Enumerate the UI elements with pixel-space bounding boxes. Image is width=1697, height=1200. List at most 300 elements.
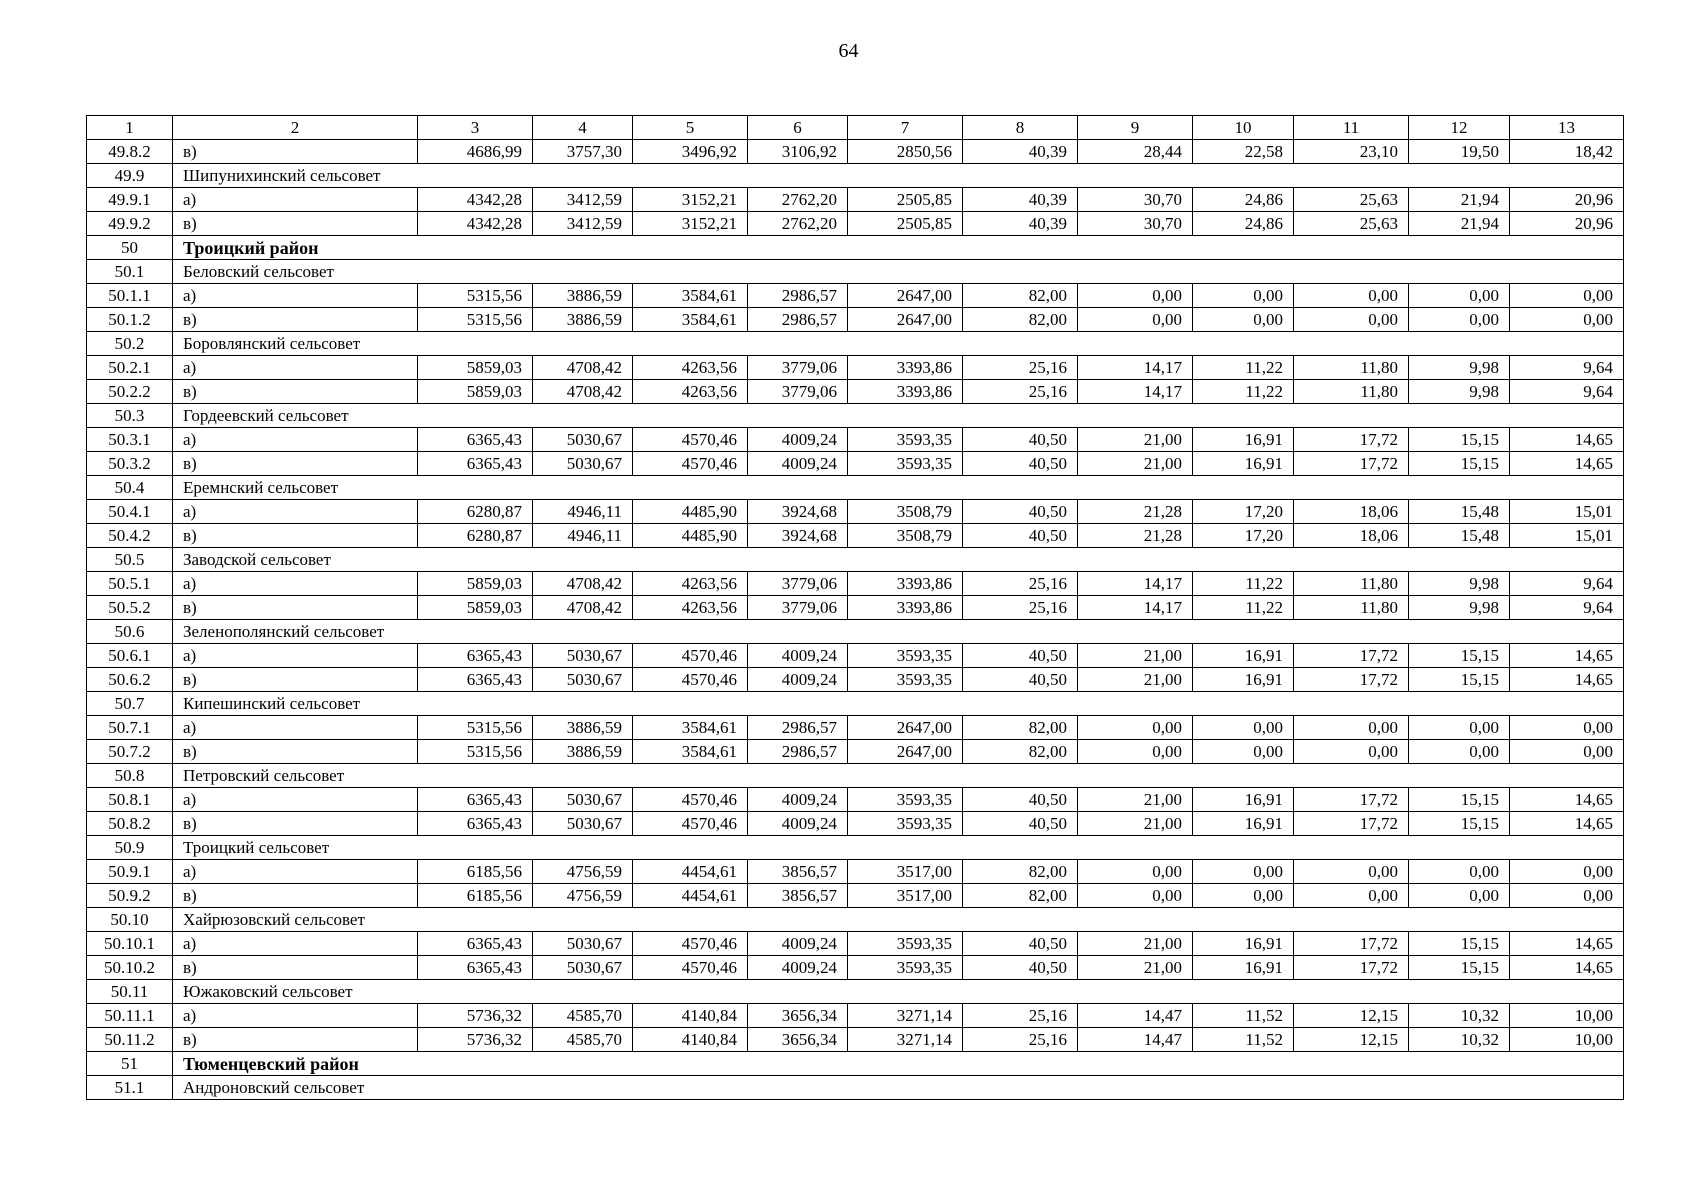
row-label: а) bbox=[173, 716, 418, 740]
value-cell-col-10: 11,22 bbox=[1193, 596, 1294, 620]
column-header-9: 9 bbox=[1078, 116, 1193, 140]
value-cell-col-3: 6365,43 bbox=[418, 956, 533, 980]
value-cell-col-7: 2647,00 bbox=[848, 284, 963, 308]
row-code: 50.10 bbox=[87, 908, 173, 932]
value-cell-col-8: 82,00 bbox=[963, 884, 1078, 908]
section-row bbox=[87, 836, 1624, 860]
value-cell-col-7: 3508,79 bbox=[848, 524, 963, 548]
row-code: 50.1.2 bbox=[87, 308, 173, 332]
value-cell-col-13: 9,64 bbox=[1510, 596, 1624, 620]
value-cell-col-12: 15,15 bbox=[1409, 812, 1510, 836]
value-cell-col-5: 3584,61 bbox=[633, 308, 748, 332]
section-row bbox=[87, 332, 1624, 356]
table-row bbox=[87, 596, 1624, 620]
row-label: в) bbox=[173, 452, 418, 476]
value-cell-col-3: 5736,32 bbox=[418, 1004, 533, 1028]
council-name: Троицкий сельсовет bbox=[173, 836, 1624, 860]
row-code: 49.9.1 bbox=[87, 188, 173, 212]
value-cell-col-3: 6365,43 bbox=[418, 428, 533, 452]
section-row bbox=[87, 980, 1624, 1004]
value-cell-col-9: 30,70 bbox=[1078, 212, 1193, 236]
value-cell-col-6: 3856,57 bbox=[748, 884, 848, 908]
value-cell-col-12: 15,15 bbox=[1409, 932, 1510, 956]
value-cell-col-13: 14,65 bbox=[1510, 668, 1624, 692]
row-code: 50.9.2 bbox=[87, 884, 173, 908]
value-cell-col-3: 5315,56 bbox=[418, 740, 533, 764]
value-cell-col-3: 6280,87 bbox=[418, 500, 533, 524]
table-row bbox=[87, 428, 1624, 452]
column-header-5: 5 bbox=[633, 116, 748, 140]
value-cell-col-8: 25,16 bbox=[963, 572, 1078, 596]
row-code: 50.9.1 bbox=[87, 860, 173, 884]
value-cell-col-4: 3757,30 bbox=[533, 140, 633, 164]
value-cell-col-6: 2762,20 bbox=[748, 188, 848, 212]
table-row bbox=[87, 788, 1624, 812]
column-header-6: 6 bbox=[748, 116, 848, 140]
value-cell-col-13: 15,01 bbox=[1510, 524, 1624, 548]
row-label: в) bbox=[173, 212, 418, 236]
value-cell-col-8: 40,39 bbox=[963, 140, 1078, 164]
table-row bbox=[87, 932, 1624, 956]
page-number: 64 bbox=[838, 40, 859, 62]
value-cell-col-11: 17,72 bbox=[1294, 812, 1409, 836]
row-code: 50.5.2 bbox=[87, 596, 173, 620]
value-cell-col-11: 17,72 bbox=[1294, 932, 1409, 956]
district-row bbox=[87, 236, 1624, 260]
value-cell-col-8: 40,39 bbox=[963, 188, 1078, 212]
value-cell-col-12: 9,98 bbox=[1409, 356, 1510, 380]
value-cell-col-11: 0,00 bbox=[1294, 740, 1409, 764]
value-cell-col-10: 11,22 bbox=[1193, 572, 1294, 596]
value-cell-col-12: 0,00 bbox=[1409, 884, 1510, 908]
value-cell-col-11: 11,80 bbox=[1294, 572, 1409, 596]
section-row bbox=[87, 692, 1624, 716]
row-label: а) bbox=[173, 500, 418, 524]
value-cell-col-11: 18,06 bbox=[1294, 524, 1409, 548]
value-cell-col-8: 25,16 bbox=[963, 1004, 1078, 1028]
value-cell-col-5: 3584,61 bbox=[633, 716, 748, 740]
section-row bbox=[87, 404, 1624, 428]
row-label: а) bbox=[173, 644, 418, 668]
value-cell-col-10: 11,52 bbox=[1193, 1028, 1294, 1052]
value-cell-col-10: 0,00 bbox=[1193, 716, 1294, 740]
value-cell-col-5: 4140,84 bbox=[633, 1004, 748, 1028]
value-cell-col-8: 40,50 bbox=[963, 500, 1078, 524]
row-code: 50.8.2 bbox=[87, 812, 173, 836]
value-cell-col-8: 82,00 bbox=[963, 284, 1078, 308]
value-cell-col-5: 4570,46 bbox=[633, 452, 748, 476]
row-code: 50.9 bbox=[87, 836, 173, 860]
value-cell-col-10: 17,20 bbox=[1193, 524, 1294, 548]
row-code: 50.2.1 bbox=[87, 356, 173, 380]
value-cell-col-4: 3886,59 bbox=[533, 740, 633, 764]
value-cell-col-8: 40,50 bbox=[963, 668, 1078, 692]
value-cell-col-12: 0,00 bbox=[1409, 860, 1510, 884]
value-cell-col-11: 12,15 bbox=[1294, 1004, 1409, 1028]
table-row bbox=[87, 500, 1624, 524]
value-cell-col-5: 4570,46 bbox=[633, 812, 748, 836]
table-row bbox=[87, 140, 1624, 164]
row-code: 50.4.2 bbox=[87, 524, 173, 548]
row-label: в) bbox=[173, 524, 418, 548]
value-cell-col-8: 82,00 bbox=[963, 716, 1078, 740]
value-cell-col-6: 2986,57 bbox=[748, 284, 848, 308]
value-cell-col-10: 0,00 bbox=[1193, 284, 1294, 308]
tariff-table bbox=[86, 115, 1624, 1100]
value-cell-col-9: 21,00 bbox=[1078, 428, 1193, 452]
value-cell-col-6: 2986,57 bbox=[748, 740, 848, 764]
value-cell-col-4: 4708,42 bbox=[533, 380, 633, 404]
value-cell-col-11: 11,80 bbox=[1294, 596, 1409, 620]
value-cell-col-13: 14,65 bbox=[1510, 788, 1624, 812]
value-cell-col-13: 10,00 bbox=[1510, 1004, 1624, 1028]
value-cell-col-8: 40,50 bbox=[963, 452, 1078, 476]
value-cell-col-9: 21,28 bbox=[1078, 500, 1193, 524]
value-cell-col-5: 4570,46 bbox=[633, 428, 748, 452]
row-code: 50.3.2 bbox=[87, 452, 173, 476]
value-cell-col-12: 0,00 bbox=[1409, 284, 1510, 308]
section-row bbox=[87, 764, 1624, 788]
row-code: 50.8.1 bbox=[87, 788, 173, 812]
value-cell-col-3: 4686,99 bbox=[418, 140, 533, 164]
council-name: Петровский сельсовет bbox=[173, 764, 1624, 788]
value-cell-col-12: 15,15 bbox=[1409, 668, 1510, 692]
value-cell-col-5: 4263,56 bbox=[633, 572, 748, 596]
column-header-1: 1 bbox=[87, 116, 173, 140]
value-cell-col-12: 0,00 bbox=[1409, 308, 1510, 332]
row-code: 50.8 bbox=[87, 764, 173, 788]
value-cell-col-10: 0,00 bbox=[1193, 308, 1294, 332]
value-cell-col-12: 15,15 bbox=[1409, 452, 1510, 476]
value-cell-col-9: 14,47 bbox=[1078, 1004, 1193, 1028]
value-cell-col-13: 9,64 bbox=[1510, 572, 1624, 596]
value-cell-col-12: 9,98 bbox=[1409, 380, 1510, 404]
value-cell-col-3: 6365,43 bbox=[418, 644, 533, 668]
value-cell-col-12: 9,98 bbox=[1409, 596, 1510, 620]
row-code: 49.9 bbox=[87, 164, 173, 188]
value-cell-col-11: 23,10 bbox=[1294, 140, 1409, 164]
value-cell-col-7: 3517,00 bbox=[848, 884, 963, 908]
value-cell-col-13: 0,00 bbox=[1510, 308, 1624, 332]
value-cell-col-4: 5030,67 bbox=[533, 644, 633, 668]
value-cell-col-7: 3593,35 bbox=[848, 788, 963, 812]
value-cell-col-8: 25,16 bbox=[963, 356, 1078, 380]
value-cell-col-5: 3584,61 bbox=[633, 740, 748, 764]
value-cell-col-9: 14,47 bbox=[1078, 1028, 1193, 1052]
value-cell-col-12: 10,32 bbox=[1409, 1004, 1510, 1028]
row-code: 50.5.1 bbox=[87, 572, 173, 596]
value-cell-col-10: 24,86 bbox=[1193, 212, 1294, 236]
value-cell-col-11: 11,80 bbox=[1294, 356, 1409, 380]
value-cell-col-10: 11,52 bbox=[1193, 1004, 1294, 1028]
value-cell-col-5: 3152,21 bbox=[633, 188, 748, 212]
row-code: 50.6 bbox=[87, 620, 173, 644]
value-cell-col-9: 21,00 bbox=[1078, 668, 1193, 692]
value-cell-col-4: 3886,59 bbox=[533, 284, 633, 308]
column-header-8: 8 bbox=[963, 116, 1078, 140]
value-cell-col-9: 0,00 bbox=[1078, 284, 1193, 308]
district-name: Троицкий район bbox=[173, 236, 1624, 260]
value-cell-col-6: 4009,24 bbox=[748, 956, 848, 980]
value-cell-col-6: 4009,24 bbox=[748, 788, 848, 812]
value-cell-col-12: 15,48 bbox=[1409, 500, 1510, 524]
section-row bbox=[87, 260, 1624, 284]
table-row bbox=[87, 308, 1624, 332]
row-label: в) bbox=[173, 380, 418, 404]
value-cell-col-8: 40,50 bbox=[963, 788, 1078, 812]
value-cell-col-7: 2647,00 bbox=[848, 308, 963, 332]
value-cell-col-10: 11,22 bbox=[1193, 356, 1294, 380]
value-cell-col-9: 21,00 bbox=[1078, 932, 1193, 956]
value-cell-col-9: 0,00 bbox=[1078, 716, 1193, 740]
value-cell-col-12: 10,32 bbox=[1409, 1028, 1510, 1052]
value-cell-col-12: 19,50 bbox=[1409, 140, 1510, 164]
value-cell-col-12: 15,15 bbox=[1409, 644, 1510, 668]
value-cell-col-6: 4009,24 bbox=[748, 668, 848, 692]
value-cell-col-7: 2647,00 bbox=[848, 716, 963, 740]
row-code: 50.7.2 bbox=[87, 740, 173, 764]
council-name: Боровлянский сельсовет bbox=[173, 332, 1624, 356]
value-cell-col-13: 20,96 bbox=[1510, 212, 1624, 236]
value-cell-col-12: 15,15 bbox=[1409, 956, 1510, 980]
value-cell-col-5: 4570,46 bbox=[633, 668, 748, 692]
value-cell-col-5: 4454,61 bbox=[633, 860, 748, 884]
value-cell-col-13: 14,65 bbox=[1510, 428, 1624, 452]
row-code: 50.7 bbox=[87, 692, 173, 716]
value-cell-col-6: 3924,68 bbox=[748, 500, 848, 524]
value-cell-col-13: 9,64 bbox=[1510, 356, 1624, 380]
value-cell-col-9: 14,17 bbox=[1078, 380, 1193, 404]
value-cell-col-7: 3593,35 bbox=[848, 812, 963, 836]
row-label: а) bbox=[173, 932, 418, 956]
value-cell-col-9: 21,00 bbox=[1078, 452, 1193, 476]
value-cell-col-6: 2986,57 bbox=[748, 308, 848, 332]
value-cell-col-3: 6185,56 bbox=[418, 860, 533, 884]
value-cell-col-4: 4585,70 bbox=[533, 1004, 633, 1028]
value-cell-col-9: 0,00 bbox=[1078, 860, 1193, 884]
value-cell-col-11: 17,72 bbox=[1294, 668, 1409, 692]
row-code: 50.7.1 bbox=[87, 716, 173, 740]
row-label: в) bbox=[173, 668, 418, 692]
value-cell-col-3: 5859,03 bbox=[418, 356, 533, 380]
council-name: Зеленополянский сельсовет bbox=[173, 620, 1624, 644]
table-row bbox=[87, 812, 1624, 836]
table-row bbox=[87, 716, 1624, 740]
value-cell-col-4: 4708,42 bbox=[533, 572, 633, 596]
value-cell-col-11: 0,00 bbox=[1294, 716, 1409, 740]
table-row bbox=[87, 380, 1624, 404]
value-cell-col-13: 14,65 bbox=[1510, 956, 1624, 980]
table-row bbox=[87, 356, 1624, 380]
value-cell-col-7: 2505,85 bbox=[848, 212, 963, 236]
value-cell-col-9: 14,17 bbox=[1078, 356, 1193, 380]
column-header-13: 13 bbox=[1510, 116, 1624, 140]
value-cell-col-7: 2850,56 bbox=[848, 140, 963, 164]
row-label: а) bbox=[173, 572, 418, 596]
value-cell-col-13: 14,65 bbox=[1510, 932, 1624, 956]
value-cell-col-4: 5030,67 bbox=[533, 452, 633, 476]
value-cell-col-13: 14,65 bbox=[1510, 452, 1624, 476]
value-cell-col-10: 11,22 bbox=[1193, 380, 1294, 404]
value-cell-col-11: 0,00 bbox=[1294, 884, 1409, 908]
value-cell-col-10: 24,86 bbox=[1193, 188, 1294, 212]
district-row bbox=[87, 1052, 1624, 1076]
value-cell-col-11: 0,00 bbox=[1294, 308, 1409, 332]
value-cell-col-6: 3779,06 bbox=[748, 356, 848, 380]
value-cell-col-12: 15,15 bbox=[1409, 428, 1510, 452]
row-label: в) bbox=[173, 812, 418, 836]
value-cell-col-3: 5859,03 bbox=[418, 380, 533, 404]
value-cell-col-9: 21,28 bbox=[1078, 524, 1193, 548]
column-header-4: 4 bbox=[533, 116, 633, 140]
value-cell-col-4: 5030,67 bbox=[533, 428, 633, 452]
column-header-2: 2 bbox=[173, 116, 418, 140]
value-cell-col-13: 18,42 bbox=[1510, 140, 1624, 164]
table-row bbox=[87, 524, 1624, 548]
value-cell-col-4: 5030,67 bbox=[533, 812, 633, 836]
value-cell-col-9: 21,00 bbox=[1078, 644, 1193, 668]
row-code: 50.11.2 bbox=[87, 1028, 173, 1052]
table-row bbox=[87, 572, 1624, 596]
row-code: 51 bbox=[87, 1052, 173, 1076]
value-cell-col-8: 40,50 bbox=[963, 524, 1078, 548]
value-cell-col-12: 21,94 bbox=[1409, 212, 1510, 236]
value-cell-col-12: 0,00 bbox=[1409, 740, 1510, 764]
value-cell-col-5: 3152,21 bbox=[633, 212, 748, 236]
value-cell-col-9: 14,17 bbox=[1078, 596, 1193, 620]
value-cell-col-7: 3393,86 bbox=[848, 380, 963, 404]
value-cell-col-9: 0,00 bbox=[1078, 740, 1193, 764]
value-cell-col-5: 3496,92 bbox=[633, 140, 748, 164]
value-cell-col-9: 21,00 bbox=[1078, 956, 1193, 980]
value-cell-col-9: 30,70 bbox=[1078, 188, 1193, 212]
value-cell-col-5: 4485,90 bbox=[633, 524, 748, 548]
row-label: в) bbox=[173, 140, 418, 164]
value-cell-col-7: 3271,14 bbox=[848, 1004, 963, 1028]
column-header-12: 12 bbox=[1409, 116, 1510, 140]
value-cell-col-4: 4756,59 bbox=[533, 884, 633, 908]
value-cell-col-4: 5030,67 bbox=[533, 932, 633, 956]
value-cell-col-10: 16,91 bbox=[1193, 788, 1294, 812]
value-cell-col-5: 4485,90 bbox=[633, 500, 748, 524]
value-cell-col-3: 5736,32 bbox=[418, 1028, 533, 1052]
value-cell-col-3: 6365,43 bbox=[418, 812, 533, 836]
row-label: в) bbox=[173, 740, 418, 764]
value-cell-col-3: 5859,03 bbox=[418, 572, 533, 596]
value-cell-col-11: 17,72 bbox=[1294, 788, 1409, 812]
value-cell-col-8: 82,00 bbox=[963, 308, 1078, 332]
value-cell-col-10: 22,58 bbox=[1193, 140, 1294, 164]
value-cell-col-5: 4570,46 bbox=[633, 644, 748, 668]
value-cell-col-12: 21,94 bbox=[1409, 188, 1510, 212]
value-cell-col-5: 4140,84 bbox=[633, 1028, 748, 1052]
row-label: а) bbox=[173, 1004, 418, 1028]
value-cell-col-3: 5315,56 bbox=[418, 308, 533, 332]
value-cell-col-13: 0,00 bbox=[1510, 740, 1624, 764]
value-cell-col-4: 5030,67 bbox=[533, 788, 633, 812]
value-cell-col-4: 3412,59 bbox=[533, 188, 633, 212]
value-cell-col-10: 16,91 bbox=[1193, 812, 1294, 836]
value-cell-col-11: 17,72 bbox=[1294, 644, 1409, 668]
value-cell-col-6: 4009,24 bbox=[748, 932, 848, 956]
council-name: Кипешинский сельсовет bbox=[173, 692, 1624, 716]
value-cell-col-8: 40,39 bbox=[963, 212, 1078, 236]
value-cell-col-4: 3886,59 bbox=[533, 308, 633, 332]
row-label: в) bbox=[173, 308, 418, 332]
value-cell-col-13: 14,65 bbox=[1510, 644, 1624, 668]
value-cell-col-4: 4756,59 bbox=[533, 860, 633, 884]
row-label: а) bbox=[173, 428, 418, 452]
section-row bbox=[87, 908, 1624, 932]
row-label: в) bbox=[173, 884, 418, 908]
value-cell-col-4: 3886,59 bbox=[533, 716, 633, 740]
value-cell-col-13: 9,64 bbox=[1510, 380, 1624, 404]
value-cell-col-13: 14,65 bbox=[1510, 812, 1624, 836]
value-cell-col-11: 18,06 bbox=[1294, 500, 1409, 524]
value-cell-col-11: 17,72 bbox=[1294, 956, 1409, 980]
table-row bbox=[87, 212, 1624, 236]
table-row bbox=[87, 452, 1624, 476]
value-cell-col-5: 4263,56 bbox=[633, 380, 748, 404]
row-label: а) bbox=[173, 860, 418, 884]
value-cell-col-5: 4263,56 bbox=[633, 596, 748, 620]
value-cell-col-9: 21,00 bbox=[1078, 788, 1193, 812]
table-body bbox=[87, 140, 1624, 1100]
value-cell-col-3: 5315,56 bbox=[418, 716, 533, 740]
value-cell-col-7: 3593,35 bbox=[848, 932, 963, 956]
value-cell-col-11: 25,63 bbox=[1294, 188, 1409, 212]
table-row bbox=[87, 1004, 1624, 1028]
value-cell-col-7: 2647,00 bbox=[848, 740, 963, 764]
value-cell-col-7: 3593,35 bbox=[848, 452, 963, 476]
value-cell-col-13: 0,00 bbox=[1510, 284, 1624, 308]
value-cell-col-13: 10,00 bbox=[1510, 1028, 1624, 1052]
value-cell-col-11: 17,72 bbox=[1294, 428, 1409, 452]
value-cell-col-3: 4342,28 bbox=[418, 212, 533, 236]
value-cell-col-9: 0,00 bbox=[1078, 308, 1193, 332]
value-cell-col-8: 25,16 bbox=[963, 1028, 1078, 1052]
value-cell-col-6: 3779,06 bbox=[748, 380, 848, 404]
value-cell-col-9: 28,44 bbox=[1078, 140, 1193, 164]
value-cell-col-11: 0,00 bbox=[1294, 284, 1409, 308]
value-cell-col-11: 0,00 bbox=[1294, 860, 1409, 884]
value-cell-col-6: 4009,24 bbox=[748, 452, 848, 476]
section-row bbox=[87, 164, 1624, 188]
row-code: 50.1.1 bbox=[87, 284, 173, 308]
row-code: 50.11 bbox=[87, 980, 173, 1004]
value-cell-col-10: 16,91 bbox=[1193, 452, 1294, 476]
council-name: Южаковский сельсовет bbox=[173, 980, 1624, 1004]
value-cell-col-3: 6365,43 bbox=[418, 932, 533, 956]
row-code: 50.4 bbox=[87, 476, 173, 500]
value-cell-col-8: 82,00 bbox=[963, 740, 1078, 764]
value-cell-col-10: 0,00 bbox=[1193, 860, 1294, 884]
value-cell-col-8: 40,50 bbox=[963, 812, 1078, 836]
value-cell-col-12: 0,00 bbox=[1409, 716, 1510, 740]
column-header-7: 7 bbox=[848, 116, 963, 140]
value-cell-col-10: 16,91 bbox=[1193, 956, 1294, 980]
column-header-10: 10 bbox=[1193, 116, 1294, 140]
value-cell-col-4: 4708,42 bbox=[533, 356, 633, 380]
value-cell-col-6: 3106,92 bbox=[748, 140, 848, 164]
council-name: Еремнский сельсовет bbox=[173, 476, 1624, 500]
value-cell-col-8: 40,50 bbox=[963, 956, 1078, 980]
value-cell-col-6: 3924,68 bbox=[748, 524, 848, 548]
value-cell-col-4: 5030,67 bbox=[533, 956, 633, 980]
value-cell-col-6: 3856,57 bbox=[748, 860, 848, 884]
value-cell-col-8: 25,16 bbox=[963, 596, 1078, 620]
council-name: Гордеевский сельсовет bbox=[173, 404, 1624, 428]
